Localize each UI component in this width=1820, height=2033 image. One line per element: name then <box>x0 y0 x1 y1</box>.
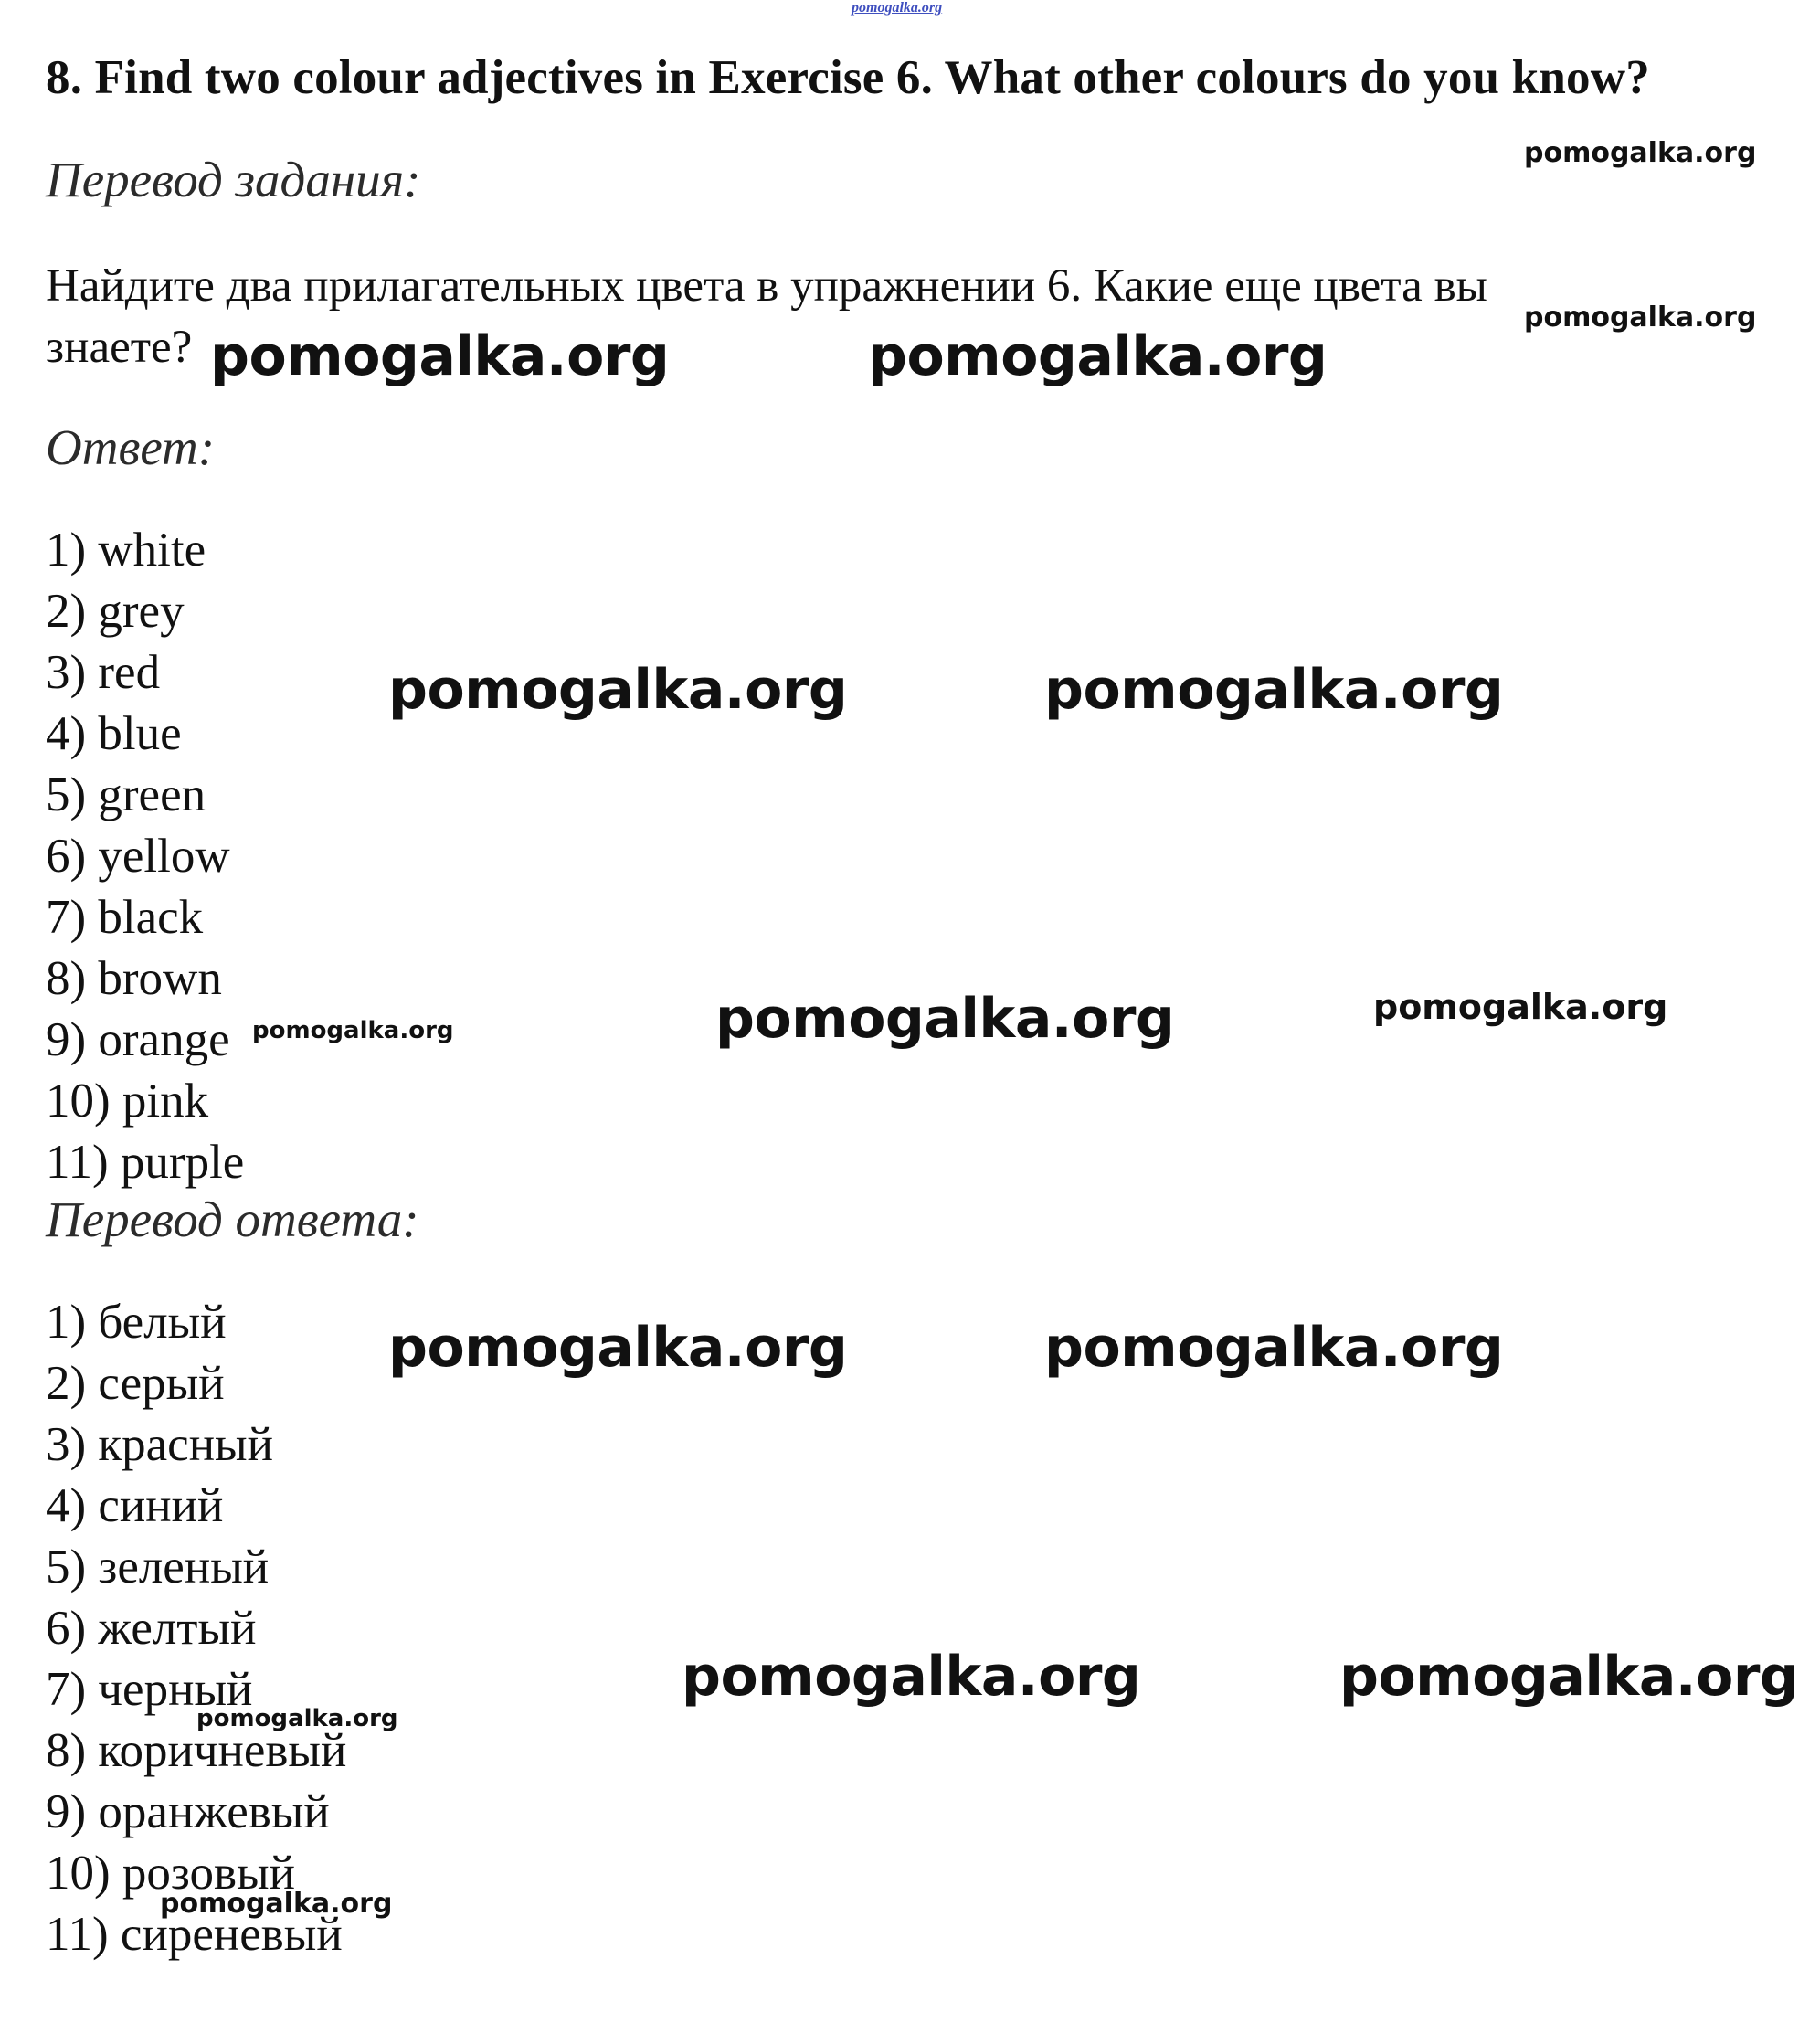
list-item: 2) серый <box>46 1357 225 1410</box>
watermark: pomogalka.org <box>160 1888 393 1920</box>
list-item: 3) красный <box>46 1418 274 1471</box>
watermark: pomogalka.org <box>1373 987 1668 1027</box>
list-item: 2) grey <box>46 585 185 638</box>
watermark: pomogalka.org <box>388 658 848 722</box>
watermark: pomogalka.org <box>210 324 670 388</box>
list-item: 7) черный <box>46 1663 253 1716</box>
list-item: 10) розовый <box>46 1847 296 1900</box>
list-item: 5) зеленый <box>46 1541 270 1594</box>
answer-translation-label: Перевод ответа: <box>46 1191 419 1247</box>
watermark: pomogalka.org <box>196 1705 398 1732</box>
list-item: 4) blue <box>46 707 182 760</box>
watermark: pomogalka.org <box>868 324 1328 388</box>
task-translation-line-2: знаете? <box>46 322 193 373</box>
list-item: 1) белый <box>46 1296 227 1349</box>
list-item: 1) white <box>46 524 206 577</box>
list-item: 9) оранжевый <box>46 1785 330 1838</box>
list-item: 6) yellow <box>46 830 230 883</box>
list-item: 5) green <box>46 768 206 821</box>
list-item: 7) black <box>46 891 204 944</box>
list-item: 8) brown <box>46 952 222 1005</box>
exercise-title: 8. Find two colour adjectives in Exercise 6. What other colours do you know? <box>46 51 1650 104</box>
task-translation-line-1: Найдите два прилагательных цвета в упражнении 6. Какие еще цвета вы <box>46 260 1487 312</box>
watermark: pomogalka.org <box>388 1316 848 1380</box>
watermark: pomogalka.org <box>1524 137 1757 169</box>
list-item: 6) желтый <box>46 1602 257 1655</box>
watermark: pomogalka.org <box>1044 658 1504 722</box>
top-watermark: pomogalka.org <box>852 0 943 16</box>
watermark: pomogalka.org <box>682 1645 1141 1709</box>
answer-label: Ответ: <box>46 419 216 475</box>
watermark: pomogalka.org <box>715 987 1175 1051</box>
watermark: pomogalka.org <box>1339 1645 1799 1709</box>
list-item: 4) синий <box>46 1479 224 1532</box>
translation-list <box>46 1292 346 1965</box>
list-item: 3) red <box>46 646 161 699</box>
list-item: 11) purple <box>46 1136 245 1189</box>
watermark: pomogalka.org <box>1044 1316 1504 1380</box>
list-item: 10) pink <box>46 1075 209 1128</box>
watermark: pomogalka.org <box>1524 302 1757 334</box>
list-item: 8) коричневый <box>46 1724 347 1777</box>
list-item: 9) orange <box>46 1013 230 1066</box>
list-item: 11) сиреневый <box>46 1908 343 1961</box>
watermark: pomogalka.org <box>252 1017 454 1044</box>
task-translation-label: Перевод задания: <box>46 152 421 207</box>
answer-list <box>46 520 244 1193</box>
